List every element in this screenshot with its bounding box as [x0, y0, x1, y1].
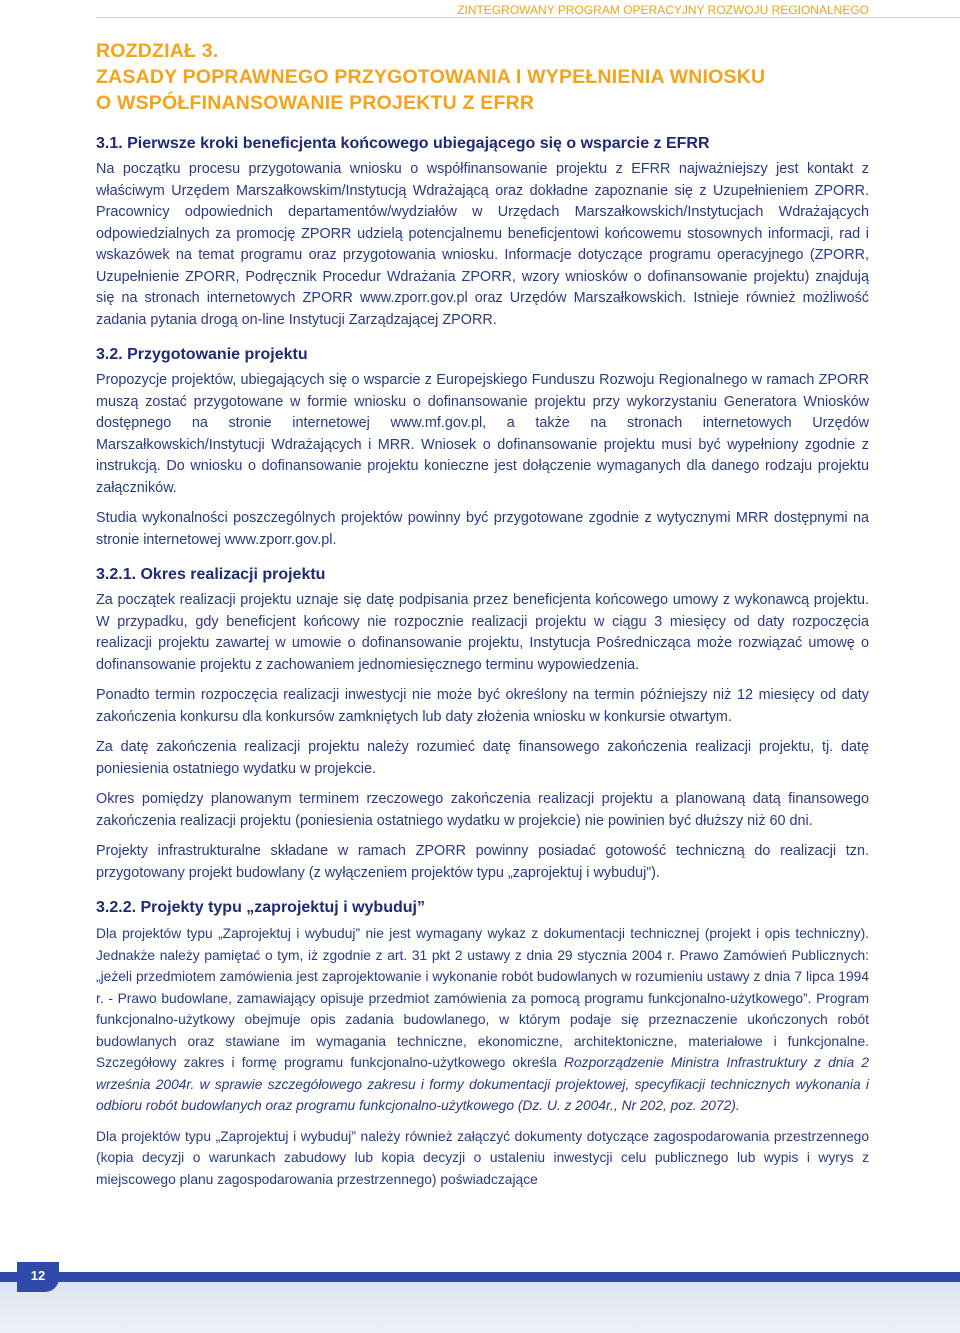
section-3-2-1-heading: 3.2.1. Okres realizacji projektu: [96, 566, 326, 583]
section-3-2-heading: 3.2. Przygotowanie projektu: [96, 346, 308, 363]
section-3-2-1-paragraph-4: Okres pomiędzy planowanym terminem rzeczowego zakończenia realizacji projektu a planowaną datą finansowego zakończenia realizacji projektu (poniesienia ostatniego wydatku w projekcie) nie powinien być dłuższy niż 60 dni.: [96, 791, 869, 829]
section-3-2-1-paragraph-3: Za datę zakończenia realizacji projektu należy rozumieć datę finansowego zakończenia realizacji projektu, tj. datę poniesienia ostatniego wydatku w projekcie.: [96, 739, 869, 777]
section-3-1-paragraph: Na początku procesu przygotowania wniosku o współfinansowanie projektu z EFRR najważniejszy jest kontakt z właściwym Urzędem Marszałkowskim/Instytucją Wdrażającą oraz dokładne zapoznanie się z Uzupełnieniem ZPORR. Pracownicy odpowiednich departamentów/wydziałów w Urzędach Marszałkowskich/Instytucjach Wdrażających odpowiedzialnych za promocję ZPORR udzielą potencjalnemu beneficjentowi końcowemu stosownych informacji, rad i wskazówek na temat programu oraz przygotowania wniosku. Informacje dotyczące programu operacyjnego (ZPORR, Uzupełnienie ZPORR, Podręcznik Procedur Wdrażania ZPORR, wzory wniosków o dofinansowanie projektu) znajdują się na stronach internetowych ZPORR www.zporr.gov.pl oraz Urzędów Marszałkowskich. Istnieje również możliwość zadania pytania drogą on-line Instytucji Zarządzającej ZPORR.: [96, 161, 869, 328]
section-3-2-2-heading: 3.2.2. Projekty typu „zaprojektuj i wybuduj”: [96, 899, 425, 916]
section-3-2-paragraph-2: Studia wykonalności poszczególnych projektów powinny być przygotowane zgodnie z wytycznymi MRR dostępnymi na stronie internetowej www.zporr.gov.pl.: [96, 510, 869, 548]
regulation-citation: Rozporządzenie Ministra Infrastruktury z dnia 2 września 2004r. w sprawie szczegółowego zakresu i formy dokumentacji projektowej, specyfikacji technicznych wykonania i odbioru robót budowlanych oraz programu funkcjonalno-użytkowego (Dz. U. z 2004r., Nr 202, poz. 2072).: [96, 1055, 869, 1113]
paragraph-text: Dla projektów typu „Zaprojektuj i wybuduj” nie jest wymagany wykaz z dokumentacji technicznej (projekt i opis techniczny). Jednakże należy pamiętać o tym, iż zgodnie z art. 31 pkt 2 ustawy z dnia 29 stycznia 2004 r. Prawo Zamówień Publicznych: „jeżeli przedmiotem zamówienia jest zaprojektowanie i wykonanie robót budowlanych w rozumieniu ustawy z dnia 7 lipca 1994 r. - Prawo budowlane, zamawiający opisuje przedmiot zamówienia za pomocą programu funkcjonalno-użytkowego”. Program funkcjonalno-użytkowy obejmuje opis zadania budowlanego, w którym podaje się przeznaczenie ukończonych robót budowlanych oraz stawiane im wymagania techniczne, ekonomiczne, architektoniczne, materiałowe i funkcjonalne. Szczegółowy zakres i formę programu funkcjonalno-użytkowego określa: [96, 926, 869, 1070]
footer-band: [0, 1272, 960, 1282]
section-3-2-1-paragraph-5: Projekty infrastrukturalne składane w ramach ZPORR powinny posiadać gotowość techniczną do realizacji tzn. przygotowany projekt budowlany (z wyłączeniem projektów typu „zaprojektuj i wybuduj”).: [96, 843, 869, 881]
footer-wave: [0, 1282, 960, 1333]
section-3-2-paragraph-1: Propozycje projektów, ubiegających się o wsparcie z Europejskiego Funduszu Rozwoju Regionalnego w ramach ZPORR muszą zostać przygotowane w formie wniosku o dofinansowanie projektu przy wykorzystaniu Generatora Wniosków dostępnego na stronie internetowej www.mf.gov.pl, a także na stronach internetowych Urzędów Marszałkowskich/Instytucji Wdrażających i MRR. Wniosek o dofinansowanie projektu musi być wypełniony zgodnie z instrukcją. Do wniosku o dofinansowanie projektu konieczne jest dołączenie wymaganych dla danego rodzaju projektu załączników.: [96, 372, 869, 496]
header-rule: [96, 17, 960, 18]
section-3-1-heading: 3.1. Pierwsze kroki beneficjenta końcowego ubiegającego się o wsparcie z EFRR: [96, 135, 710, 152]
main-content: [96, 133, 869, 1190]
section-3-2-1-paragraph-1: Za początek realizacji projektu uznaje się datę podpisania przez beneficjenta końcowego umowy z wykonawcą projektu. W przypadku, gdy beneficjent końcowy nie rozpocznie realizacji projektu w ciągu 3 miesięcy od daty rozpoczęcia realizacji projektu zawartej w umowie o dofinansowanie projektu, Instytucja Pośrednicząca może rozwiązać umowę o dofinansowanie projektu z zachowaniem jednomiesięcznego terminu wypowiedzenia.: [96, 592, 869, 673]
section-3-2-1-paragraph-2: Ponadto termin rozpoczęcia realizacji inwestycji nie może być określony na termin późniejszy niż 12 miesięcy od daty zakończenia konkursu dla konkursów zamkniętych lub daty złożenia wniosku w konkursie otwartym.: [96, 687, 869, 725]
program-header: ZINTEGROWANY PROGRAM OPERACYJNY ROZWOJU REGIONALNEGO: [451, 3, 869, 17]
section-3-2-2-paragraph-2: Dla projektów typu „Zaprojektuj i wybuduj” należy również załączyć dokumenty dotyczące zagospodarowania przestrzennego (kopia decyzji o warunkach zabudowy lub kopia decyzji o ustaleniu inwestycji celu publicznego lub wypis i wyrys z miejscowego planu zagospodarowania przestrzennego) poświadczające: [96, 1128, 869, 1187]
chapter-number: ROZDZIAŁ 3.: [96, 40, 219, 62]
section-3-2-2-paragraph-1: [96, 923, 869, 1117]
chapter-title: [96, 38, 886, 116]
chapter-title-line-1: ZASADY POPRAWNEGO PRZYGOTOWANIA I WYPEŁNIENIA WNIOSKU: [96, 66, 766, 88]
page-number: 12: [30, 1268, 46, 1283]
chapter-title-line-2: O WSPÓŁFINANSOWANIE PROJEKTU Z EFRR: [96, 92, 535, 114]
